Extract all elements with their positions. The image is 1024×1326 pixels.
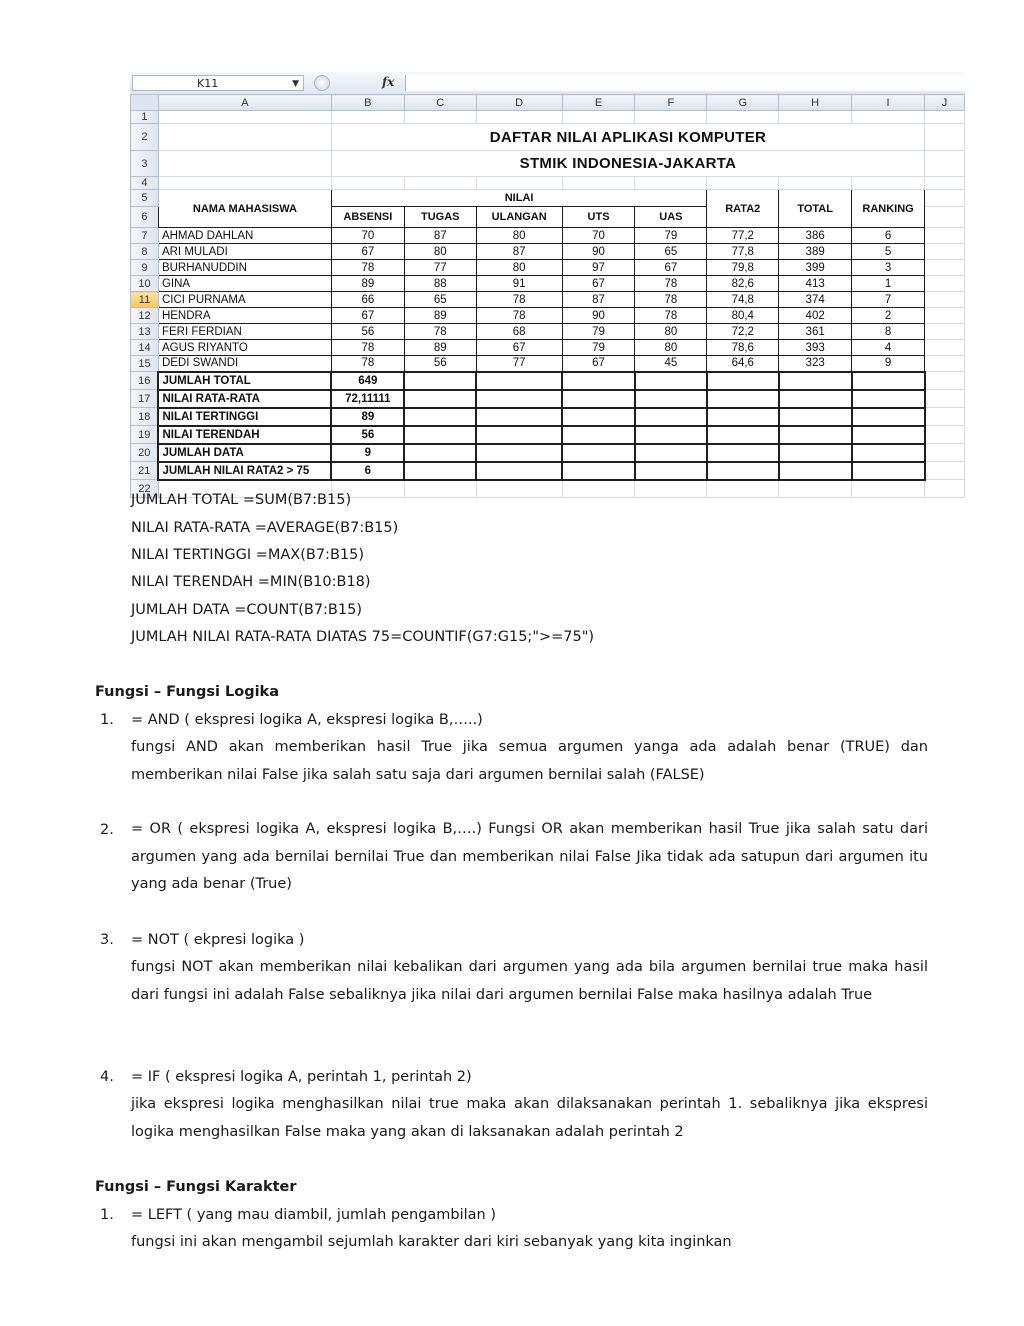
student-row <box>131 260 965 276</box>
row-header[interactable]: 13 <box>131 324 159 340</box>
cell-absensi[interactable]: 56 <box>331 324 404 340</box>
empty-cell[interactable] <box>476 111 562 124</box>
formula-input[interactable] <box>405 75 965 91</box>
empty-cell[interactable] <box>779 408 852 426</box>
item-number: 1. <box>100 1207 114 1223</box>
cell-total[interactable]: 393 <box>779 340 852 356</box>
cancel-circle-icon[interactable] <box>314 75 330 91</box>
student-name[interactable]: FERI FERDIAN <box>158 324 331 340</box>
column-header-b[interactable]: B <box>331 95 404 111</box>
header-uas[interactable]: UAS <box>635 207 707 228</box>
summary-label[interactable]: JUMLAH DATA <box>158 444 331 462</box>
cell-total[interactable]: 323 <box>779 356 852 372</box>
formula-bar <box>130 72 965 95</box>
column-header-j[interactable]: J <box>925 95 965 111</box>
empty-cell[interactable] <box>925 356 965 372</box>
function-description: fungsi AND akan memberikan hasil True jika semua argumen yanga ada adalah benar (TRUE) dan memberikan nilai False jika salah satu saja dari argumen bernilai salah (FALSE) <box>131 739 928 783</box>
empty-cell[interactable] <box>925 408 965 426</box>
row-header[interactable]: 9 <box>131 260 159 276</box>
empty-cell[interactable] <box>476 480 562 498</box>
fx-icon[interactable]: fx <box>382 75 395 89</box>
summary-value[interactable]: 56 <box>331 426 404 444</box>
empty-cell[interactable] <box>925 372 965 390</box>
empty-cell[interactable] <box>779 111 852 124</box>
cell-rata2[interactable]: 80,4 <box>707 308 779 324</box>
cell-total[interactable]: 386 <box>779 228 852 244</box>
empty-cell[interactable] <box>925 228 965 244</box>
cell-tugas[interactable]: 89 <box>404 308 476 324</box>
item-number: 4. <box>100 1069 114 1085</box>
header-ranking[interactable]: RANKING <box>852 190 925 228</box>
row-header[interactable]: 11 <box>131 292 159 308</box>
row-header[interactable]: 14 <box>131 340 159 356</box>
summary-label[interactable]: NILAI RATA-RATA <box>158 390 331 408</box>
empty-cell[interactable] <box>562 480 635 498</box>
header-nama[interactable]: NAMA MAHASISWA <box>158 190 331 228</box>
sheet-row <box>131 111 965 124</box>
row-header[interactable]: 1 <box>131 111 159 124</box>
student-name[interactable]: BURHANUDDIN <box>158 260 331 276</box>
cell-uts[interactable]: 79 <box>562 324 635 340</box>
row-header[interactable]: 10 <box>131 276 159 292</box>
empty-cell[interactable] <box>158 111 331 124</box>
cell-rata2[interactable]: 74,8 <box>707 292 779 308</box>
column-header-d[interactable]: D <box>476 95 562 111</box>
header-uts[interactable]: UTS <box>562 207 635 228</box>
item-number: 1. <box>100 712 114 728</box>
sheet-title[interactable]: DAFTAR NILAI APLIKASI KOMPUTER <box>331 124 924 151</box>
summary-label[interactable]: NILAI TERENDAH <box>158 426 331 444</box>
empty-cell[interactable] <box>158 177 331 190</box>
student-name[interactable]: AHMAD DAHLAN <box>158 228 331 244</box>
empty-cell[interactable] <box>925 462 965 480</box>
cell-ranking[interactable]: 9 <box>852 356 925 372</box>
name-box-value: K11 <box>197 77 219 90</box>
empty-cell[interactable] <box>404 390 476 408</box>
empty-cell[interactable] <box>635 462 707 480</box>
formula-line: JUMLAH TOTAL =SUM(B7:B15) <box>131 492 352 508</box>
function-description: fungsi ini akan mengambil sejumlah karakter dari kiri sebanyak yang kita inginkan <box>131 1234 732 1250</box>
summary-row <box>131 408 965 426</box>
empty-cell[interactable] <box>476 462 562 480</box>
name-box[interactable] <box>132 75 304 91</box>
cell-uas[interactable]: 67 <box>635 260 707 276</box>
empty-cell[interactable] <box>852 372 925 390</box>
function-syntax: = IF ( ekspresi logika A, perintah 1, perintah 2) <box>131 1069 472 1085</box>
empty-cell[interactable] <box>707 390 779 408</box>
header-total[interactable]: TOTAL <box>779 190 852 228</box>
cell-tugas[interactable]: 89 <box>404 340 476 356</box>
empty-cell[interactable] <box>925 151 965 177</box>
empty-cell[interactable] <box>404 372 476 390</box>
empty-cell[interactable] <box>779 462 852 480</box>
row-header[interactable]: 17 <box>131 390 159 408</box>
select-all-corner[interactable] <box>131 95 159 111</box>
char-heading: Fungsi – Fungsi Karakter <box>95 1179 297 1195</box>
empty-cell[interactable] <box>476 426 562 444</box>
cell-uts[interactable]: 97 <box>562 260 635 276</box>
empty-cell[interactable] <box>925 292 965 308</box>
spreadsheet-screenshot <box>130 72 965 495</box>
summary-row <box>131 462 965 480</box>
student-name[interactable]: DEDI SWANDI <box>158 356 331 372</box>
summary-value[interactable]: 649 <box>331 372 404 390</box>
formula-line: NILAI RATA-RATA =AVERAGE(B7:B15) <box>131 520 399 536</box>
item-number: 2. <box>100 822 114 838</box>
row-header[interactable]: 3 <box>131 151 159 177</box>
column-header-row <box>131 95 965 111</box>
empty-cell[interactable] <box>852 444 925 462</box>
header-tugas[interactable]: TUGAS <box>404 207 476 228</box>
sheet-subtitle[interactable]: STMIK INDONESIA-JAKARTA <box>331 151 924 177</box>
item-number: 3. <box>100 932 114 948</box>
summary-value[interactable]: 89 <box>331 408 404 426</box>
empty-cell[interactable] <box>925 480 965 498</box>
column-header-a[interactable]: A <box>158 95 331 111</box>
cell-uts[interactable]: 90 <box>562 244 635 260</box>
empty-cell[interactable] <box>707 462 779 480</box>
summary-label[interactable]: JUMLAH TOTAL <box>158 372 331 390</box>
cell-total[interactable]: 374 <box>779 292 852 308</box>
cell-uts[interactable]: 79 <box>562 340 635 356</box>
empty-cell[interactable] <box>635 480 707 498</box>
subtitle-row <box>131 151 965 177</box>
cell-ulangan[interactable]: 80 <box>476 228 562 244</box>
empty-cell[interactable] <box>779 390 852 408</box>
summary-value[interactable]: 6 <box>331 462 404 480</box>
student-name[interactable]: HENDRA <box>158 308 331 324</box>
cell-rata2[interactable]: 82,6 <box>707 276 779 292</box>
empty-cell[interactable] <box>925 308 965 324</box>
empty-cell[interactable] <box>779 177 852 190</box>
cell-total[interactable]: 399 <box>779 260 852 276</box>
function-syntax: = AND ( ekspresi logika A, ekspresi logika B,…..) <box>131 712 483 728</box>
empty-cell[interactable] <box>562 372 635 390</box>
row-header[interactable]: 4 <box>131 177 159 190</box>
row-header[interactable]: 7 <box>131 228 159 244</box>
summary-row <box>131 372 965 390</box>
function-description: jika ekspresi logika menghasilkan nilai true maka akan dilaksanakan perintah 1. sebaliknya jika ekspresi logika menghasilkan False maka yang akan di laksanakan adalah perintah 2 <box>131 1096 928 1140</box>
cell-uas[interactable]: 78 <box>635 308 707 324</box>
empty-cell[interactable] <box>331 111 404 124</box>
cell-ranking[interactable]: 6 <box>852 228 925 244</box>
empty-cell[interactable] <box>562 426 635 444</box>
empty-cell[interactable] <box>925 426 965 444</box>
empty-cell[interactable] <box>562 390 635 408</box>
cell-tugas[interactable]: 65 <box>404 292 476 308</box>
sheet-table <box>130 94 965 498</box>
cell-absensi[interactable]: 67 <box>331 308 404 324</box>
empty-cell[interactable] <box>852 390 925 408</box>
cell-total[interactable]: 389 <box>779 244 852 260</box>
empty-cell[interactable] <box>925 244 965 260</box>
row-header[interactable]: 21 <box>131 462 159 480</box>
empty-cell[interactable] <box>707 444 779 462</box>
cell-ulangan[interactable]: 87 <box>476 244 562 260</box>
student-name[interactable]: GINA <box>158 276 331 292</box>
empty-cell[interactable] <box>925 207 965 228</box>
column-header-h[interactable]: H <box>779 95 852 111</box>
empty-cell[interactable] <box>707 372 779 390</box>
student-row <box>131 228 965 244</box>
empty-cell[interactable] <box>852 426 925 444</box>
formula-line: NILAI TERENDAH =MIN(B10:B18) <box>131 574 371 590</box>
student-row <box>131 276 965 292</box>
cell-uts[interactable]: 67 <box>562 276 635 292</box>
function-description: fungsi NOT akan memberikan nilai kebalikan dari argumen yang ada bila argumen bernilai true maka hasil dari fungsi ini adalah False sebaliknya jika nilai dari argumen bernilai False maka hasilnya adalah True <box>131 959 928 1003</box>
empty-cell[interactable] <box>635 111 707 124</box>
empty-cell[interactable] <box>331 177 404 190</box>
cell-uts[interactable]: 67 <box>562 356 635 372</box>
empty-cell[interactable] <box>635 444 707 462</box>
cell-ulangan[interactable]: 68 <box>476 324 562 340</box>
empty-cell[interactable] <box>707 177 779 190</box>
row-header[interactable]: 15 <box>131 356 159 372</box>
empty-cell[interactable] <box>635 390 707 408</box>
cell-absensi[interactable]: 70 <box>331 228 404 244</box>
row-header[interactable]: 16 <box>131 372 159 390</box>
formula-line: JUMLAH DATA =COUNT(B7:B15) <box>131 602 362 618</box>
logic-heading: Fungsi – Fungsi Logika <box>95 684 279 700</box>
cell-ulangan[interactable]: 91 <box>476 276 562 292</box>
row-header[interactable]: 12 <box>131 308 159 324</box>
empty-cell[interactable] <box>779 426 852 444</box>
empty-cell[interactable] <box>562 444 635 462</box>
cell-tugas[interactable]: 80 <box>404 244 476 260</box>
cell-uas[interactable]: 79 <box>635 228 707 244</box>
cell-rata2[interactable]: 77,8 <box>707 244 779 260</box>
empty-cell[interactable] <box>562 462 635 480</box>
empty-cell[interactable] <box>635 408 707 426</box>
empty-cell[interactable] <box>779 480 852 498</box>
empty-cell[interactable] <box>476 390 562 408</box>
empty-cell[interactable] <box>707 480 779 498</box>
summary-row <box>131 426 965 444</box>
empty-cell[interactable] <box>404 111 476 124</box>
cell-absensi[interactable]: 78 <box>331 260 404 276</box>
cell-total[interactable]: 361 <box>779 324 852 340</box>
summary-value[interactable]: 72,11111 <box>331 390 404 408</box>
summary-value[interactable]: 9 <box>331 444 404 462</box>
empty-cell[interactable] <box>635 372 707 390</box>
empty-cell[interactable] <box>925 324 965 340</box>
empty-cell[interactable] <box>925 124 965 151</box>
cell-ulangan[interactable]: 78 <box>476 308 562 324</box>
cell-tugas[interactable]: 78 <box>404 324 476 340</box>
empty-cell[interactable] <box>852 408 925 426</box>
cell-uas[interactable]: 80 <box>635 324 707 340</box>
empty-cell[interactable] <box>562 111 635 124</box>
empty-cell[interactable] <box>404 444 476 462</box>
title-row <box>131 124 965 151</box>
empty-cell[interactable] <box>925 111 965 124</box>
empty-cell[interactable] <box>562 177 635 190</box>
cell-ranking[interactable]: 7 <box>852 292 925 308</box>
empty-cell[interactable] <box>925 340 965 356</box>
empty-cell[interactable] <box>404 462 476 480</box>
cell-uas[interactable]: 78 <box>635 292 707 308</box>
cell-absensi[interactable]: 78 <box>331 356 404 372</box>
empty-cell[interactable] <box>404 408 476 426</box>
header-absensi[interactable]: ABSENSI <box>331 207 404 228</box>
cell-absensi[interactable]: 89 <box>331 276 404 292</box>
empty-cell[interactable] <box>476 177 562 190</box>
row-header[interactable]: 19 <box>131 426 159 444</box>
empty-cell[interactable] <box>707 426 779 444</box>
cell-uts[interactable]: 90 <box>562 308 635 324</box>
empty-cell[interactable] <box>779 372 852 390</box>
empty-cell[interactable] <box>779 444 852 462</box>
student-row <box>131 340 965 356</box>
student-row <box>131 292 965 308</box>
cell-ranking[interactable]: 3 <box>852 260 925 276</box>
student-name[interactable]: CICI PURNAMA <box>158 292 331 308</box>
student-row <box>131 324 965 340</box>
chevron-down-icon[interactable]: ▼ <box>292 79 299 89</box>
column-header-c[interactable]: C <box>404 95 476 111</box>
column-header-e[interactable]: E <box>562 95 635 111</box>
student-row <box>131 244 965 260</box>
header-rata2[interactable]: RATA2 <box>707 190 779 228</box>
cell-absensi[interactable]: 67 <box>331 244 404 260</box>
summary-row <box>131 390 965 408</box>
empty-cell[interactable] <box>476 372 562 390</box>
cell-uas[interactable]: 65 <box>635 244 707 260</box>
fx-area <box>314 75 404 91</box>
summary-row <box>131 444 965 462</box>
row-header[interactable]: 18 <box>131 408 159 426</box>
empty-cell[interactable] <box>635 426 707 444</box>
row-header[interactable]: 22 <box>131 480 159 498</box>
header-nilai[interactable]: NILAI <box>331 190 706 207</box>
cell-uts[interactable]: 87 <box>562 292 635 308</box>
cell-rata2[interactable]: 78,6 <box>707 340 779 356</box>
student-row <box>131 356 965 372</box>
student-row <box>131 308 965 324</box>
empty-cell[interactable] <box>404 426 476 444</box>
cell-ranking[interactable]: 4 <box>852 340 925 356</box>
empty-cell[interactable] <box>925 390 965 408</box>
empty-cell[interactable] <box>852 111 925 124</box>
row-header[interactable]: 5 <box>131 190 159 207</box>
empty-cell[interactable] <box>707 111 779 124</box>
empty-cell[interactable] <box>476 444 562 462</box>
student-name[interactable]: ARI MULADI <box>158 244 331 260</box>
empty-cell[interactable] <box>158 124 331 151</box>
cell-ulangan[interactable]: 77 <box>476 356 562 372</box>
column-header-f[interactable]: F <box>635 95 707 111</box>
summary-label[interactable]: JUMLAH NILAI RATA2 > 75 <box>158 462 331 480</box>
cell-tugas[interactable]: 88 <box>404 276 476 292</box>
empty-cell[interactable] <box>635 177 707 190</box>
empty-cell[interactable] <box>852 177 925 190</box>
cell-tugas[interactable]: 77 <box>404 260 476 276</box>
cell-ulangan[interactable]: 78 <box>476 292 562 308</box>
cell-rata2[interactable]: 79,8 <box>707 260 779 276</box>
cell-uas[interactable]: 45 <box>635 356 707 372</box>
cell-uas[interactable]: 80 <box>635 340 707 356</box>
empty-cell[interactable] <box>925 444 965 462</box>
header-ulangan[interactable]: ULANGAN <box>476 207 562 228</box>
cell-rata2[interactable]: 72,2 <box>707 324 779 340</box>
cell-uas[interactable]: 78 <box>635 276 707 292</box>
empty-cell[interactable] <box>707 408 779 426</box>
formula-line: JUMLAH NILAI RATA-RATA DIATAS 75=COUNTIF(G7:G15;">=75") <box>131 629 595 645</box>
column-header-g[interactable]: G <box>707 95 779 111</box>
cell-ranking[interactable]: 8 <box>852 324 925 340</box>
cell-absensi[interactable]: 66 <box>331 292 404 308</box>
row-header[interactable]: 6 <box>131 207 159 228</box>
cell-rata2[interactable]: 64,6 <box>707 356 779 372</box>
formula-line: NILAI TERTINGGI =MAX(B7:B15) <box>131 547 364 563</box>
cell-total[interactable]: 402 <box>779 308 852 324</box>
cell-absensi[interactable]: 78 <box>331 340 404 356</box>
student-name[interactable]: AGUS RIYANTO <box>158 340 331 356</box>
cell-tugas[interactable]: 87 <box>404 228 476 244</box>
empty-cell[interactable] <box>852 480 925 498</box>
empty-cell[interactable] <box>404 177 476 190</box>
column-header-i[interactable]: I <box>852 95 925 111</box>
empty-cell[interactable] <box>925 190 965 207</box>
row-header[interactable]: 8 <box>131 244 159 260</box>
function-description: = OR ( ekspresi logika A, ekspresi logika B,….) Fungsi OR akan memberikan hasil True jika salah satu dari argumen yang ada bernilai bernilai True dan memberikan nilai False Jika tidak ada satupun dari argumen itu yang ada benar (True) <box>131 821 928 892</box>
row-header[interactable]: 20 <box>131 444 159 462</box>
empty-cell[interactable] <box>404 480 476 498</box>
cell-total[interactable]: 413 <box>779 276 852 292</box>
cell-ranking[interactable]: 2 <box>852 308 925 324</box>
header-row <box>131 190 965 207</box>
cell-rata2[interactable]: 77,2 <box>707 228 779 244</box>
row-header[interactable]: 2 <box>131 124 159 151</box>
cell-ranking[interactable]: 1 <box>852 276 925 292</box>
function-syntax: = NOT ( ekpresi logika ) <box>131 932 305 948</box>
cell-ranking[interactable]: 5 <box>852 244 925 260</box>
cell-uts[interactable]: 70 <box>562 228 635 244</box>
empty-cell[interactable] <box>158 151 331 177</box>
empty-cell[interactable] <box>476 408 562 426</box>
cell-ulangan[interactable]: 67 <box>476 340 562 356</box>
empty-cell[interactable] <box>562 408 635 426</box>
sheet-row <box>131 177 965 190</box>
empty-cell[interactable] <box>925 177 965 190</box>
function-syntax: = LEFT ( yang mau diambil, jumlah pengambilan ) <box>131 1207 497 1223</box>
sheet-grid <box>130 94 965 498</box>
cell-ulangan[interactable]: 80 <box>476 260 562 276</box>
empty-cell[interactable] <box>925 276 965 292</box>
empty-cell[interactable] <box>925 260 965 276</box>
cell-tugas[interactable]: 56 <box>404 356 476 372</box>
empty-cell[interactable] <box>852 462 925 480</box>
summary-label[interactable]: NILAI TERTINGGI <box>158 408 331 426</box>
